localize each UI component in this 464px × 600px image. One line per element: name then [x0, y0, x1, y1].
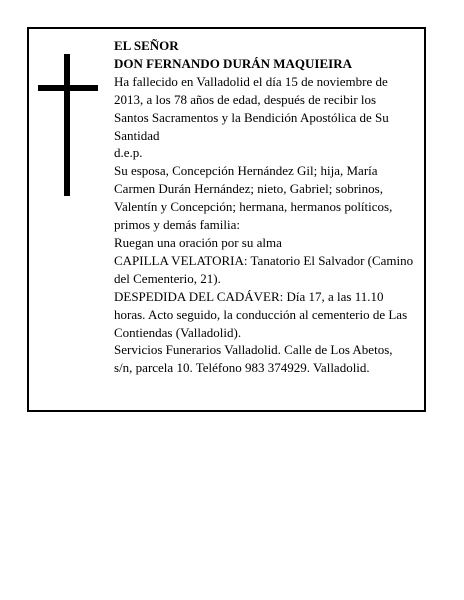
prayer-request: Ruegan una oración por su alma [114, 234, 282, 250]
death-announcement: Ha fallecido en Valladolid el día 15 de noviembre de 2013, a los 78 años de edad, después de recibir los Santos Sacramentos y la Bendición Apostólica de Su Santidad [114, 73, 389, 143]
funeral-services-contact: Servicios Funerarios Valladolid. Calle de Los Abetos, s/n, parcela 10. Teléfono 983 374929. Valladolid. [114, 342, 393, 376]
heading-title: EL SEÑOR [114, 38, 179, 53]
funeral-farewell: DESPEDIDA DEL CADÁVER: Día 17, a las 11.10 horas. Acto seguido, la conducción al cementerio de Las Contiendas (Valladolid). [114, 288, 408, 340]
family-list: Su esposa, Concepción Hernández Gil; hija, María Carmen Durán Hernández; nieto, Gabriel; sobrinos, Valentín y Concepción; hermana, hermanos políticos, primos y demás familia: [114, 163, 393, 233]
wake-chapel: CAPILLA VELATORIA: Tanatorio El Salvador (Camino del Cementerio, 21). [114, 252, 414, 286]
cross-icon [38, 54, 98, 196]
rest-in-peace: d.e.p. [114, 145, 143, 161]
obituary-text [114, 37, 414, 377]
cross-horizontal-bar [38, 85, 98, 91]
deceased-name: DON FERNANDO DURÁN MAQUIEIRA [114, 55, 352, 71]
cross-vertical-bar [64, 54, 70, 196]
